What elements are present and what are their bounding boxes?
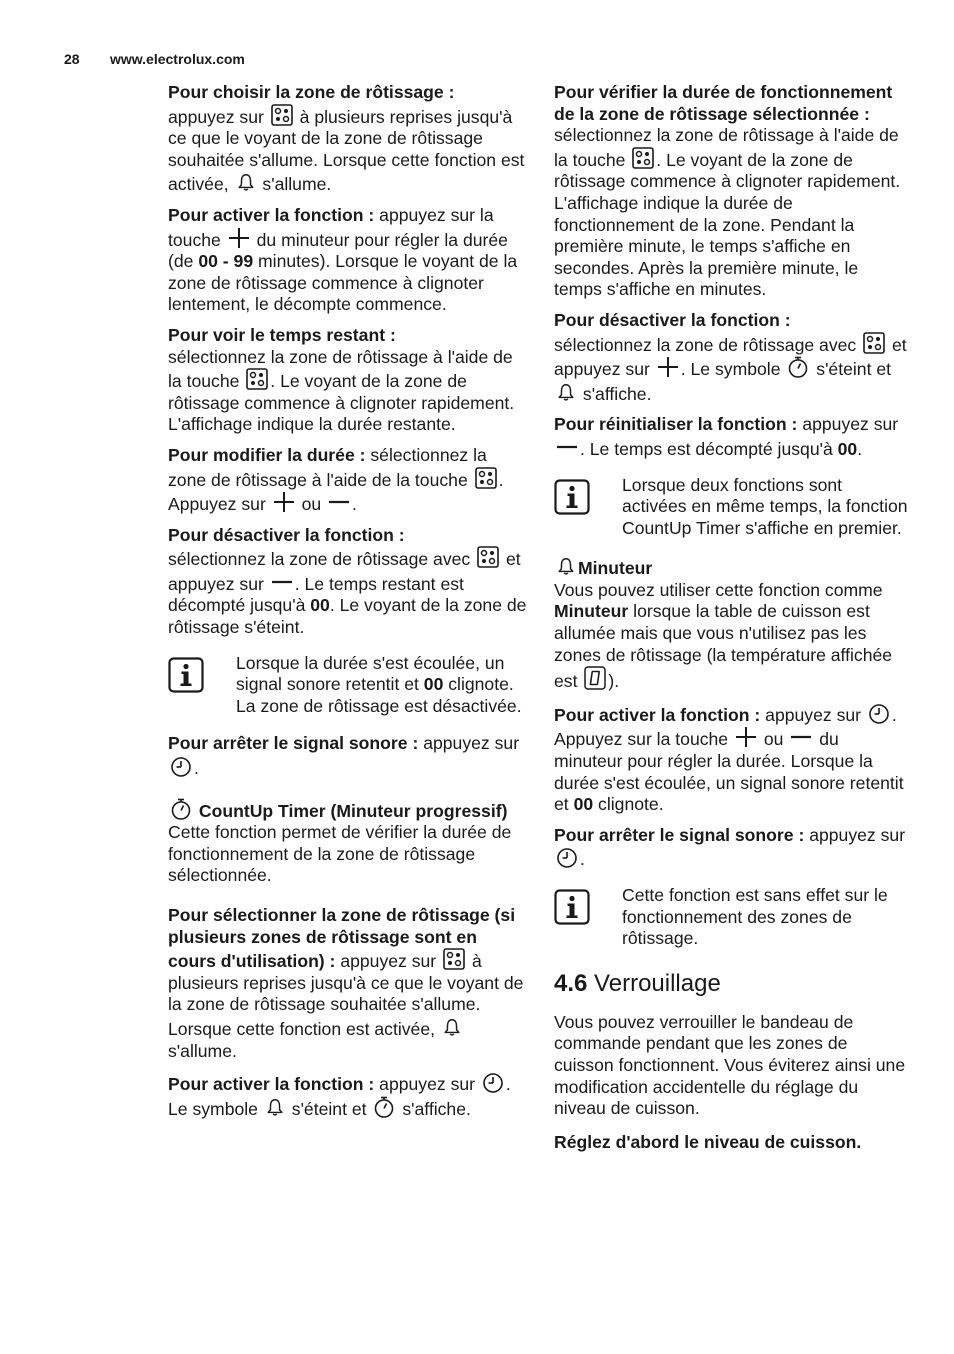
text: ).	[608, 671, 620, 692]
text: s'éteint et	[291, 1098, 367, 1119]
text: clignote. La zone de rôtissage est désactivée.	[236, 674, 522, 716]
bell-icon	[236, 171, 256, 193]
reset-function-block	[554, 414, 910, 460]
minuteur-description	[554, 580, 910, 693]
text: sélectionnez la zone de rôtissage à l'aide de la touche	[168, 346, 513, 392]
bell-icon	[556, 555, 576, 577]
block-title: Pour voir le temps restant :	[168, 324, 396, 345]
text: appuyez sur	[168, 106, 264, 127]
page-number: 28	[64, 51, 80, 67]
text: appuyez sur	[423, 733, 520, 754]
plus-icon	[657, 356, 679, 378]
text: Vous pouvez verrouiller le bandeau de commande pendant que les zones de cuisson fonctionnent. Vous éviterez ainsi une modification accidentelle du réglage du niveau de cuisson.	[554, 1011, 906, 1119]
countup-icon	[787, 356, 809, 378]
heading-text: Minuteur	[578, 558, 653, 579]
zero-value: 00	[573, 794, 594, 815]
text: à plusieurs reprises jusqu'à ce que le voyant de la zone de rôtissage souhaitée s'allume. Lorsque cette fonction est activée,	[168, 951, 524, 1039]
text: . Le voyant de la zone de rôtissage commence à clignoter rapidement. L'affichage indique la durée de fonctionnement de la zone. Pendant la première minute, le temps s'affiche en secondes. Après la première minute, le temps s'affiche en minutes.	[554, 149, 901, 300]
section-number: 4.6	[554, 969, 588, 997]
zone-select-icon	[271, 104, 293, 126]
zone-select-icon	[863, 332, 885, 354]
minus-icon	[328, 491, 350, 513]
minus-icon	[790, 726, 812, 748]
deactivate-function-block	[168, 525, 528, 639]
note-text: Cette fonction est sans effet sur le fonctionnement des zones de rôtissage.	[622, 885, 888, 949]
zero-value: 00	[423, 674, 444, 695]
text: Cette fonction permet de vérifier la durée de fonctionnement de la zone de rôtissage sélectionnée.	[168, 822, 512, 886]
text: Lorsque la durée s'est écoulée, un signal sonore retentit et	[236, 652, 505, 695]
info-note	[168, 653, 528, 718]
text: s'allume.	[168, 1040, 237, 1061]
modify-duration-block	[168, 445, 528, 516]
activate-countup-block	[168, 1071, 528, 1120]
text: appuyez sur	[340, 951, 437, 972]
countup-heading	[168, 798, 528, 823]
block-title: Pour désactiver la fonction :	[168, 524, 405, 545]
text: . Le voyant de la zone de rôtissage s'éteint.	[168, 595, 527, 638]
text: s'affiche.	[402, 1098, 471, 1119]
info-icon	[168, 653, 236, 718]
heading-text: CountUp Timer (Minuteur progressif)	[198, 800, 508, 821]
section-final	[554, 1132, 910, 1154]
block-title: Pour choisir la zone de rôtissage :	[168, 82, 455, 102]
remaining-time-block	[168, 325, 528, 436]
block-title: Pour vérifier la durée de fonctionnement de la zone de rôtissage sélectionnée :	[554, 82, 893, 124]
timer-icon	[482, 1071, 504, 1093]
text: .	[194, 758, 199, 779]
block-title: Pour réinitialiser la fonction :	[554, 414, 798, 435]
plus-icon	[228, 227, 250, 249]
stop-signal-block	[554, 825, 910, 871]
text: sélectionnez la zone de rôtissage à l'aide de la touche	[554, 125, 899, 170]
text: du minuteur pour régler la durée (de	[168, 229, 508, 272]
activate-minuteur-block	[554, 702, 910, 816]
countup-icon	[170, 798, 192, 820]
text: .	[857, 438, 863, 459]
text: sélectionnez la zone de rôtissage avec	[554, 334, 857, 355]
text: . Le symbole	[168, 1074, 511, 1119]
info-icon	[554, 475, 622, 540]
info-note	[554, 885, 910, 950]
block-title: Pour activer la fonction :	[168, 204, 375, 225]
bell-icon	[265, 1096, 285, 1118]
zone-select-icon	[475, 467, 497, 489]
text: lorsque la table de cuisson est allumée mais que vous n'utilisez pas les zones de rôtissage (la température affichée est	[554, 601, 893, 692]
text: appuyez sur la touche	[168, 204, 494, 250]
text: minutes). Lorsque le voyant de la zone de rôtissage commence à clignoter lentement, le décompte commence.	[168, 251, 518, 315]
text: ou	[301, 494, 322, 515]
minus-icon	[271, 571, 293, 593]
text: s'éteint et	[816, 359, 892, 380]
choose-zone-block	[168, 82, 528, 196]
bold-text: Réglez d'abord le niveau de cuisson.	[554, 1131, 862, 1152]
section-text	[554, 1012, 910, 1120]
text: et appuyez sur	[168, 549, 521, 594]
range-value: 00 - 99	[198, 251, 254, 272]
bell-icon	[442, 1016, 462, 1038]
zone-select-icon	[246, 368, 268, 390]
text: à plusieurs reprises jusqu'à ce que le voyant de la zone de rôtissage souhaitée s'allume. Lorsque cette fonction est activée,	[168, 106, 525, 195]
text: Vous pouvez utiliser cette fonction comme	[554, 579, 883, 600]
display-zero-icon	[584, 666, 606, 690]
block-title: Pour modifier la durée :	[168, 444, 366, 465]
info-note	[554, 475, 910, 540]
text: s'affiche.	[582, 383, 652, 404]
zero-value: 00	[837, 438, 858, 459]
minus-icon	[556, 436, 578, 458]
block-title: Pour activer la fonction :	[168, 1074, 375, 1095]
text: appuyez sur	[765, 704, 862, 725]
text: et appuyez sur	[554, 334, 907, 380]
text: appuyez sur	[809, 824, 906, 845]
text: clignote.	[598, 794, 664, 815]
text: . Le temps est décompté jusqu'à	[580, 438, 833, 459]
text: s'allume.	[262, 174, 332, 195]
plus-icon	[273, 491, 295, 513]
text: . Appuyez sur la touche	[554, 704, 897, 750]
text: appuyez sur	[802, 414, 899, 435]
text: . Appuyez sur	[168, 469, 504, 515]
stop-signal-block	[168, 733, 528, 779]
text: .	[352, 494, 357, 515]
block-title: Pour arrêter le signal sonore :	[554, 824, 805, 845]
note-text: Lorsque deux fonctions sont activées en même temps, la fonction CountUp Timer s'affiche en premier.	[622, 474, 908, 538]
text: . Le temps restant est décompté jusqu'à	[168, 573, 464, 616]
block-title: Pour arrêter le signal sonore :	[168, 733, 419, 754]
section-heading	[554, 970, 910, 998]
select-zone-block	[168, 905, 528, 1062]
left-column	[168, 82, 528, 1129]
bold-text: Minuteur	[554, 601, 629, 622]
check-duration-block	[554, 82, 910, 301]
deactivate-countup-block	[554, 310, 910, 405]
countup-description	[168, 822, 528, 887]
block-title: Pour désactiver la fonction :	[554, 309, 791, 330]
timer-icon	[170, 755, 192, 777]
text: .	[580, 849, 585, 870]
info-icon	[554, 885, 622, 950]
text: sélectionnez la zone de rôtissage à l'aide de la touche	[168, 444, 487, 490]
timer-icon	[868, 702, 890, 724]
bell-icon	[556, 381, 576, 403]
countup-icon	[373, 1096, 395, 1118]
block-title: Pour activer la fonction :	[554, 704, 761, 725]
zero-value: 00	[310, 595, 330, 616]
text: . Le voyant de la zone de rôtissage commence à clignoter rapidement. L'affichage indique la durée restante.	[168, 371, 515, 435]
text: du minuteur pour régler la durée. Lorsque la durée s'est écoulée, un signal sonore retentit et	[554, 729, 904, 815]
timer-icon	[556, 846, 578, 868]
block-title: Pour sélectionner la zone de rôtissage (si plusieurs zones de rôtissage sont en cours d'utilisation) :	[168, 905, 516, 972]
text: appuyez sur	[379, 1074, 476, 1095]
activate-function-block	[168, 205, 528, 316]
zone-select-icon	[632, 147, 654, 169]
website-url: www.electrolux.com	[110, 51, 245, 67]
text: . Le symbole	[680, 359, 781, 380]
section-title: Verrouillage	[594, 969, 721, 997]
minuteur-heading	[554, 555, 910, 580]
zone-select-icon	[443, 948, 465, 970]
right-column	[554, 82, 910, 1162]
text: ou	[763, 729, 784, 750]
plus-icon	[735, 726, 757, 748]
zone-select-icon	[477, 546, 499, 568]
text: sélectionnez la zone de rôtissage avec	[168, 549, 471, 570]
